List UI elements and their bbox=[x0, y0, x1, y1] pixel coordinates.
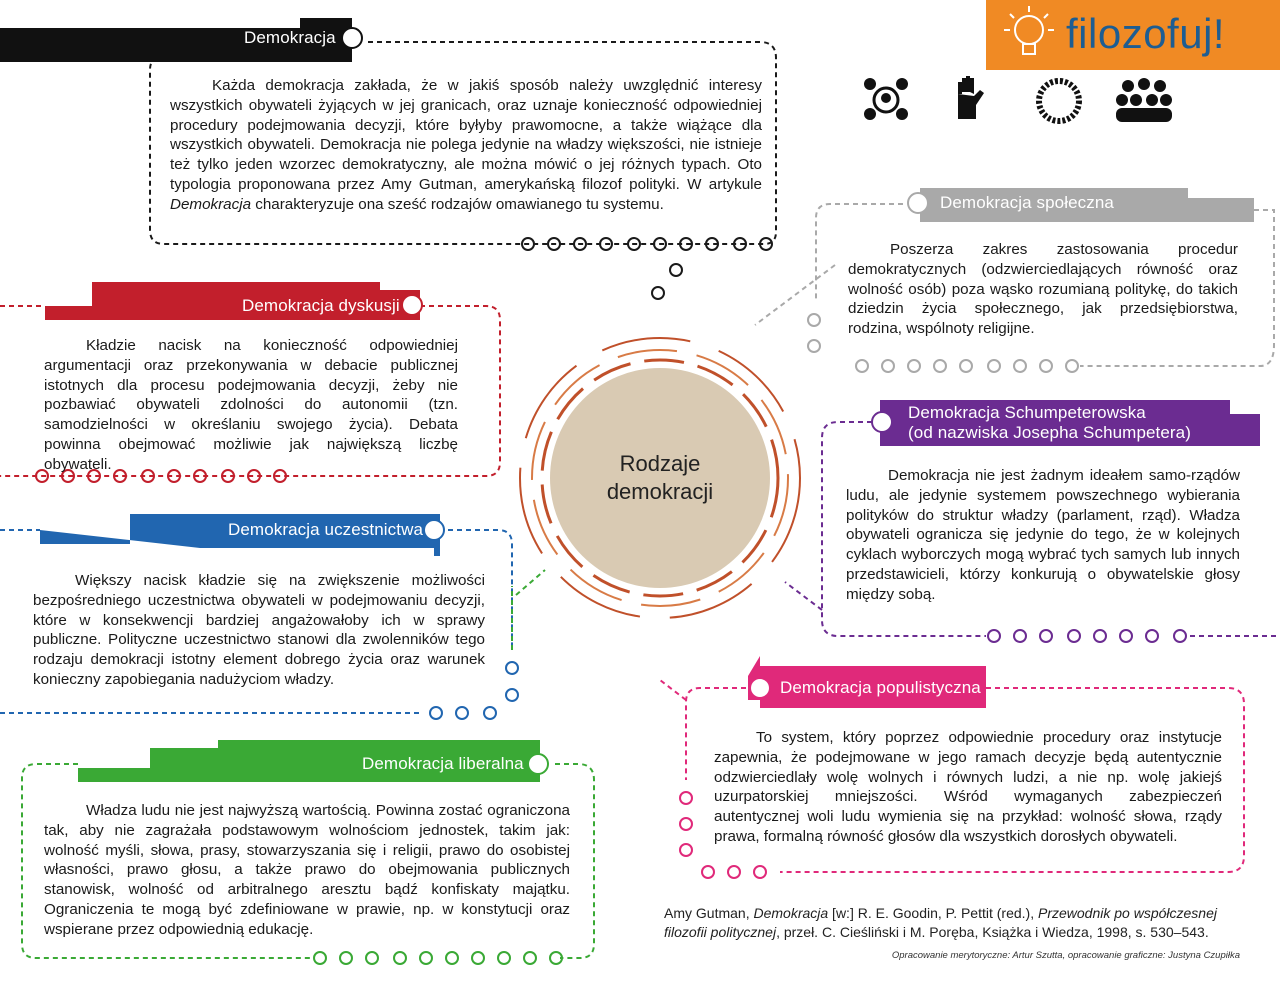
center-label-line1: Rodzaje bbox=[619, 451, 701, 476]
participation-text: Większy nacisk kładzie się na zwiększenie możliwości bezpośredniego uczestnictwa obywateli w podejmowaniu decyzji, które w konsekwencji bardziej angażowałoby ich w sprawy publiczne. Polityczne uczestnictwo stanowi dla zwolenników tego rodzaju demokracji istotny element dobrego życia oraz warunek konieczny zapobiegania nadużyciom władzy. bbox=[33, 572, 485, 688]
ref-in: [w:] R. E. Goodin, P. Pettit (red.), bbox=[828, 905, 1038, 921]
populist-connector bbox=[660, 680, 686, 700]
discussion-text: Kładzie nacisk na konieczność odpowiedniej argumentacji oraz przekonywania w debacie publicznej istotnych dla procesu podejmowania decyzji, żeby nie pozbawiać obywateli zdolności do autonomii (tzn. samodzielności w określaniu swojego życia). Debata powinna obejmować możliwie jak największą liczbę obywateli. bbox=[44, 337, 458, 473]
schumpeter-title: Demokracja Schumpeterowska bbox=[908, 403, 1146, 422]
intro-text-end: charakteryzuje ona sześć rodzajów omawianego tu systemu. bbox=[255, 195, 664, 213]
populist-text: To system, który poprzez odpowiednie procedury oraz instytucje zapewnia, że podejmowane w jego ramach decyzje będą autentycznie odzwierciedlały wolę wolnych i równych ludzi, a nie np. wolę jakiejś uzurpatorskiej mniejszości. Wśród wymaganych zabezpieczeń autentycznej woli ludu wymienia się na przykład: wolność słowa, rządy prawa, formalną równość głosów dla wszystkich dorosłych obywateli. bbox=[714, 729, 1222, 845]
circle-of-people-icon bbox=[1034, 76, 1084, 126]
bibliography-reference bbox=[664, 904, 1244, 942]
brand-name[interactable]: filozofuj! bbox=[1066, 10, 1226, 57]
social-text: Poszerza zakres zastosowania procedur demokratycznych (odzwierciedlających równość oraz wolność osób) poza wąsko rozumianą politykę, do takich dziedzin życia społecznego, jak przedsiębiorstwa, rodzina, wspólnoty religijne. bbox=[848, 241, 1238, 338]
participation-title: Demokracja uczestnictwa bbox=[228, 520, 424, 539]
center-label bbox=[590, 450, 730, 506]
discussion-title: Demokracja dyskusji bbox=[242, 296, 400, 315]
ref-book: Przewodnik po współczesnej filozofii politycznej bbox=[664, 905, 1217, 940]
lightbulb-icon bbox=[1002, 4, 1056, 66]
social-connector bbox=[755, 265, 835, 325]
schumpeter-connector bbox=[785, 582, 822, 610]
credits: Opracowanie merytoryczne: Artur Szutta, opracowanie graficzne: Justyna Czupiłka bbox=[891, 950, 1240, 961]
raised-hand-icon bbox=[950, 74, 990, 126]
ref-title: Demokracja bbox=[753, 905, 829, 921]
ref-rest: , przeł. C. Cieśliński i M. Poręba, Książka i Wiedza, 1998, s. 530–543. bbox=[776, 924, 1209, 940]
intro-title: Demokracja bbox=[244, 28, 336, 47]
center-label-line2: demokracji bbox=[606, 479, 714, 504]
people-network-icon bbox=[860, 76, 912, 124]
liberal-connector bbox=[512, 570, 545, 650]
intro-text-italic: Demokracja bbox=[170, 195, 252, 213]
schumpeter-subtitle: (od nazwiska Josepha Schumpetera) bbox=[908, 423, 1192, 442]
ref-author: Amy Gutman, bbox=[664, 905, 754, 921]
social-title: Demokracja społeczna bbox=[940, 193, 1114, 212]
intro-text-main: Każda demokracja zakłada, że w jakiś sposób należy uwzględnić interesy wszystkich obywateli żyjących w jej granicach, oraz uznaje konieczność odpowiedniej procedury podejmowania decyzji, które byłyby prawomocne, a także wiążące dla wszystkich obywateli. Demokracja nie polega jedynie na władzy większości, nie istnieje też tylko jeden wzorzec demokratyczny, ale można mówić o jej różnych typach. Oto typologia proponowana przez Amy Gutman, amerykańską filozof polityki. W artykule bbox=[170, 77, 762, 193]
liberal-text: Władza ludu nie jest najwyższą wartością. Powinna zostać ograniczona tak, aby nie zagrażała podstawowym wolnościom jednostek, takim jak: wolność myśli, słowa, prasy, stowarzyszania się i religii, prawo do osobistej własności, prawo głosu, a także prawo do obejmowania publicznych stanowisk, wolność od arbitralnego aresztu bądź konfiskaty majątku. Ograniczenia te mogą być zdefiniowane w prawie, np. w konstytucji oraz wspierane przez odpowiednią edukację. bbox=[44, 802, 570, 938]
populist-title: Demokracja populistyczna bbox=[780, 678, 981, 697]
schumpeter-text: Demokracja nie jest żadnym ideałem samo-rządów ludu, ale jedynie systemem powszechnego wybierania polityków do struktur władzy (parlament, rząd). Władza obywateli ogranicza się jedynie do tego, że w kolejnych cyklach wyborczych mogą wybrać tych samych lub innych przedstawicieli, którzy konkurują o obywatelskie głosy między sobą. bbox=[846, 467, 1240, 603]
crowd-icon bbox=[1114, 76, 1174, 122]
liberal-title: Demokracja liberalna bbox=[362, 754, 524, 773]
intro-text bbox=[170, 76, 762, 215]
